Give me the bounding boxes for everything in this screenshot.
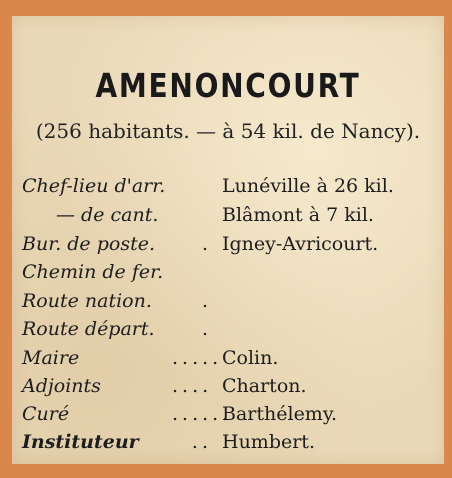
row-value: Charton. — [222, 375, 307, 397]
page-title: AMENONCOURT — [95, 66, 361, 105]
row-label: Adjoints — [22, 375, 101, 397]
row-value: Lunéville à 26 kil. — [222, 175, 394, 197]
row-value: Humbert. — [222, 431, 315, 453]
row-dots: ...... — [172, 403, 233, 425]
page-subtitle: (256 habitants. — à 54 kil. de Nancy). — [35, 119, 421, 143]
list-item — [22, 175, 442, 203]
row-label: Route départ. — [22, 318, 155, 340]
row-label: Instituteur — [22, 431, 139, 453]
list-item — [22, 261, 442, 289]
list-item — [22, 204, 442, 232]
row-label: Chef-lieu d'arr. — [22, 175, 166, 197]
list-item — [22, 318, 442, 346]
row-label: Maire — [22, 347, 80, 369]
row-value: Colin. — [222, 347, 279, 369]
row-label: Route nation. — [22, 290, 152, 312]
row-dots: . — [201, 233, 212, 255]
row-label: Chemin de fer. — [22, 261, 164, 283]
list-item — [22, 431, 442, 459]
row-value: Igney-Avricourt. — [222, 233, 379, 255]
row-dots: ..... — [172, 347, 223, 369]
row-value: Barthélemy. — [222, 403, 338, 425]
list-item — [22, 347, 442, 375]
row-dots: .... — [172, 375, 213, 397]
row-label: — de cant. — [56, 204, 159, 226]
list-item — [22, 403, 442, 431]
row-label: Bur. de poste. — [22, 233, 155, 255]
list-item — [22, 233, 442, 261]
list-item — [22, 375, 442, 403]
document-page — [12, 16, 444, 464]
row-label: Curé — [22, 403, 70, 425]
row-dots: .. — [191, 431, 212, 453]
row-value: Blâmont à 7 kil. — [222, 204, 374, 226]
list-item — [22, 290, 442, 318]
row-dots: . — [201, 318, 212, 340]
row-dots: . — [201, 290, 212, 312]
